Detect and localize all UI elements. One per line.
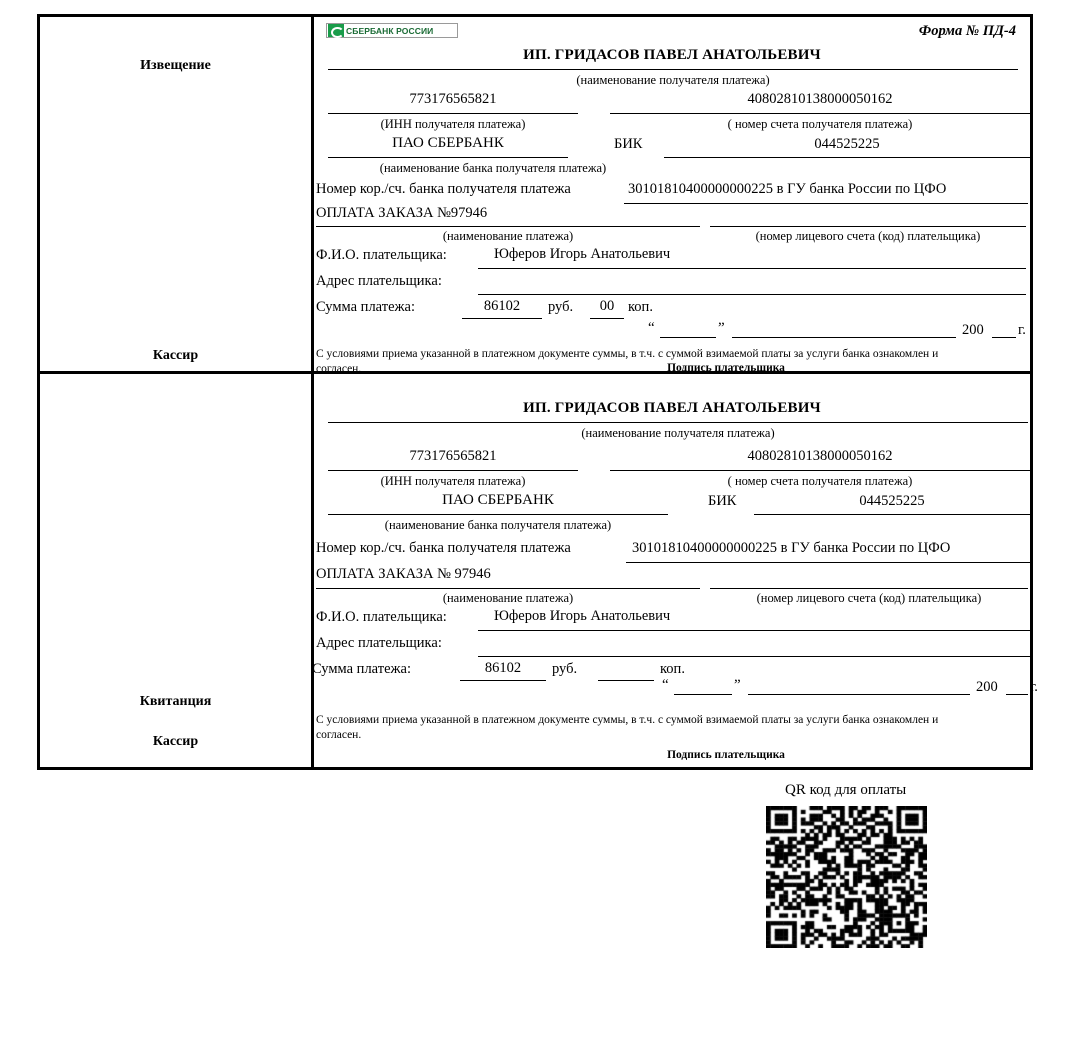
notice-right-column [314,17,1030,375]
receipt-bank-name: ПАО СБЕРБАНК [442,492,554,508]
receipt-inn-line [328,470,578,471]
notice-account-value: 40802810138000050162 [747,91,893,107]
notice-inn-value: 773176565821 [409,91,497,107]
notice-recipient-caption: (наименование получателя платежа) [576,73,770,87]
notice-section [40,17,1030,374]
receipt-payer-label: Ф.И.О. плательщика: [316,609,447,625]
receipt-sum-label: Сумма платежа: [312,661,411,677]
notice-date-quote-open: “ [648,320,655,336]
receipt-bik-value: 044525225 [859,493,925,509]
notice-corr-value: 30101810400000000225 в ГУ банка России по ЦФО [628,181,947,197]
notice-sum-rub: 86102 [483,298,521,314]
notice-recipient-line [328,69,1018,70]
receipt-sum-kop-line [598,680,654,681]
receipt-inn-caption: (ИНН получателя платежа) [380,474,526,488]
notice-left-column [40,17,314,371]
receipt-signature-label: Подпись плательщика [667,749,785,761]
receipt-bank-line [328,514,668,515]
notice-personal-account-caption: (номер лицевого счета (код) плательщика) [755,229,981,243]
receipt-corr-value: 30101810400000000225 в ГУ банка России по ЦФО [632,540,951,556]
receipt-purpose-caption: (наименование платежа) [442,591,574,605]
notice-bik-value: 044525225 [814,136,880,152]
payment-form [37,14,1038,770]
notice-personal-account-line [710,226,1026,227]
receipt-address-line [478,656,1030,657]
receipt-sum-rub: 86102 [484,660,522,676]
notice-year-prefix: 200 [962,322,984,338]
notice-payer-label: Ф.И.О. плательщика: [316,247,447,263]
notice-bik-label: БИК [614,136,643,152]
notice-purpose-value: ОПЛАТА ЗАКАЗА №97946 [316,205,488,221]
sberbank-logo-text: СБЕРБАНК РОССИИ [346,25,434,36]
notice-year-line [992,337,1016,338]
receipt-bank-caption: (наименование банка получателя платежа) [384,518,612,532]
notice-date-quote-close: ” [718,320,725,336]
notice-bank-line [328,157,568,158]
notice-account-line [610,113,1030,114]
notice-payer-line [478,268,1026,269]
notice-purpose-caption: (наименование платежа) [442,229,574,243]
notice-cashier-label: Кассир [152,348,199,363]
notice-sum-label: Сумма платежа: [316,299,415,315]
receipt-day-line [674,694,732,695]
receipt-label: Квитанция [139,694,212,709]
receipt-recipient-name: ИП. ГРИДАСОВ ПАВЕЛ АНАТОЛЬЕВИЧ [523,400,821,416]
notice-bik-line [664,157,1030,158]
receipt-sum-rub-line [460,680,546,681]
receipt-account-value: 40802810138000050162 [747,448,893,464]
notice-sum-rub-line [462,318,542,319]
notice-inn-line [328,113,578,114]
receipt-purpose-line [316,588,700,589]
receipt-section [40,374,1038,767]
notice-terms-text: С условиями приема указанной в платежном документе суммы, в т.ч. с суммой взимаемой платы за услуги банка ознакомлен и согласен. [316,348,939,375]
receipt-right-column [312,374,1038,767]
notice-day-line [660,337,716,338]
receipt-recipient-caption: (наименование получателя платежа) [581,426,775,440]
receipt-corr-line [626,562,1030,563]
receipt-personal-account-line [710,588,1028,589]
receipt-bik-label: БИК [708,493,737,509]
receipt-bik-line [754,514,1030,515]
qr-code [766,806,927,948]
notice-corr-line [624,203,1028,204]
receipt-kop-word: коп. [660,661,685,677]
receipt-month-line [748,694,970,695]
receipt-payer-value: Юферов Игорь Анатольевич [494,608,671,624]
receipt-address-label: Адрес плательщика: [316,635,442,651]
notice-signature-label: Подпись плательщика [667,362,785,374]
notice-address-line [478,294,1026,295]
qr-code-canvas [766,806,927,948]
qr-title: QR код для оплаты [785,782,907,798]
receipt-corr-label: Номер кор./сч. банка получателя платежа [316,540,571,556]
receipt-year-prefix: 200 [976,679,998,695]
receipt-inn-value: 773176565821 [409,448,497,464]
receipt-terms-text: С условиями приема указанной в платежном документе суммы, в т.ч. с суммой взимаемой платы за услуги банка ознакомлен и согласен. [316,714,939,741]
notice-rub-word: руб. [548,299,574,315]
notice-bank-caption: (наименование банка получателя платежа) [379,161,607,175]
receipt-year-suffix: г. [1030,679,1038,695]
notice-inn-caption: (ИНН получателя платежа) [380,117,526,131]
receipt-date-quote-close: ” [734,677,741,693]
notice-address-label: Адрес плательщика: [316,273,442,289]
receipt-rub-word: руб. [552,661,578,677]
receipt-recipient-line [328,422,1028,423]
notice-purpose-line [316,226,700,227]
notice-kop-word: коп. [628,299,653,315]
receipt-personal-account-caption: (номер лицевого счета (код) плательщика) [756,591,982,605]
receipt-purpose-value: ОПЛАТА ЗАКАЗА № 97946 [316,566,491,582]
receipt-date-quote-open: “ [662,677,669,693]
sberbank-mark-icon [328,24,344,37]
receipt-left-column [40,374,314,767]
notice-sum-kop: 00 [599,298,615,314]
receipt-year-line [1006,694,1028,695]
receipt-account-line [610,470,1030,471]
notice-payer-value: Юферов Игорь Анатольевич [494,246,671,262]
notice-month-line [732,337,956,338]
notice-recipient-name: ИП. ГРИДАСОВ ПАВЕЛ АНАТОЛЬЕВИЧ [523,47,821,63]
form-number: Форма № ПД-4 [918,23,1016,39]
notice-account-caption: ( номер счета получателя платежа) [727,117,913,131]
receipt-account-caption: ( номер счета получателя платежа) [727,474,913,488]
notice-label: Извещение [140,58,211,73]
receipt-payer-line [478,630,1030,631]
notice-year-suffix: г. [1018,322,1026,338]
notice-corr-label: Номер кор./сч. банка получателя платежа [316,181,571,197]
receipt-cashier-label: Кассир [152,734,199,749]
notice-sum-kop-line [590,318,624,319]
notice-bank-name: ПАО СБЕРБАНК [392,135,504,151]
sberbank-logo [326,23,458,38]
